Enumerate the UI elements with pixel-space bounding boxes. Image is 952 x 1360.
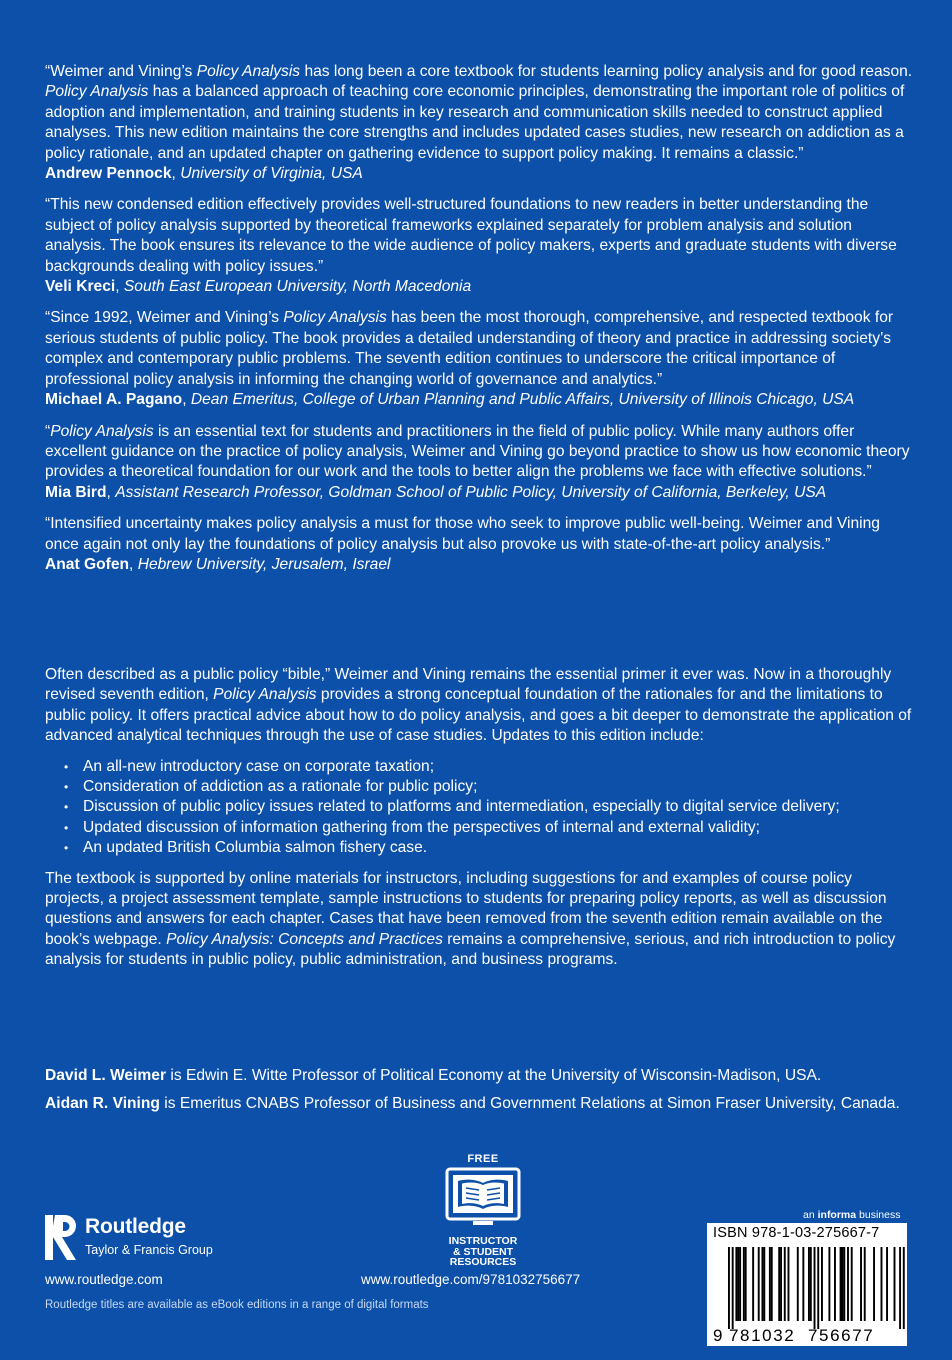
isbn-label: ISBN 978-1-03-275667-7 — [713, 1225, 880, 1241]
list-item: • An updated British Columbia salmon fishery case. — [45, 838, 915, 858]
barcode-bar — [817, 1247, 819, 1329]
barcode-bar — [840, 1247, 842, 1321]
ebook-note: Routledge titles are available as eBook editions in a range of digital formats — [45, 1299, 429, 1311]
list-item: • An all-new introductory case on corporate taxation; — [45, 757, 915, 777]
barcode-bar — [886, 1247, 888, 1321]
quote-text: “Weimer and Vining’s Policy Analysis has long been a core textbook for students learning policy analysis and for good reason. Policy Analysis has a balanced approach of teaching core economic principles, demonstrating the important role of politics of adoption and implementation, and training students in key research and communication skills needed to construct applied analyses. This new edition maintains the core strengths and includes updated cases studies, new research on addiction as a policy rationale, and an updated chapter on gathering evidence to support policy making. It remains a classic.” — [45, 63, 913, 162]
barcode-bar — [780, 1247, 782, 1321]
list-item: • Consideration of addiction as a rationale for public policy; — [45, 777, 915, 797]
routledge-r-icon — [45, 1213, 79, 1263]
badge-caption: INSTRUCTOR & STUDENT RESOURCES — [448, 1235, 518, 1268]
bullet-icon: • — [64, 800, 69, 815]
barcode-bar — [797, 1247, 799, 1321]
barcode-bar — [899, 1247, 901, 1329]
barcode-bars — [728, 1247, 905, 1329]
endorsement — [45, 422, 915, 504]
bullet-icon: • — [64, 780, 69, 795]
quote-attribution: Veli Kreci, South East European University, North Macedonia — [45, 278, 472, 296]
barcode-bar — [841, 1247, 843, 1321]
book-description — [45, 665, 915, 981]
barcode-bar — [735, 1247, 737, 1321]
quote-text: “This new condensed edition effectively provides well-structured foundations to new readers in better understanding the subject of policy analysis supported by theoretical frameworks explained separately for problem analysis and solution analysis. The book ensures its relevance to the wide audience of policy makers, experts and graduate students with diverse backgrounds dealing with policy issues.” — [45, 196, 897, 275]
barcode-bar — [894, 1247, 896, 1321]
quote-attribution: Andrew Pennock, University of Virginia, USA — [45, 165, 363, 183]
barcode-bar — [873, 1247, 875, 1321]
barcode-digit-first: 9 — [713, 1326, 723, 1345]
barcode-bar — [802, 1247, 804, 1321]
barcode-bar — [778, 1247, 780, 1321]
barcode-bar — [881, 1247, 883, 1321]
barcode-bar — [843, 1247, 845, 1321]
barcode-digit-group2: 756677 — [808, 1326, 875, 1345]
quote-attribution: Anat Gofen, Hebrew University, Jerusalem, Israel — [45, 555, 391, 573]
barcode-bar — [821, 1247, 823, 1321]
bullet-icon: • — [64, 841, 69, 856]
barcode-bar — [761, 1247, 763, 1321]
endorsement — [45, 308, 915, 410]
description-paragraph: Often described as a public policy “bible,” Weimer and Vining remains the essential primer it ever was. Now in a thoroughly revised seventh edition, Policy Analysis provides a strong conceptual foundation of the rationales for and the limitations to public policy. It offers practical advice about how to do policy analysis, and goes a bit deeper to demonstrate the application of advanced analytical techniques through the use of case studies. Updates to this edition include: — [45, 666, 912, 745]
barcode-bar — [739, 1247, 741, 1321]
updates-list — [45, 757, 915, 859]
informa-tagline: an informa business — [803, 1209, 901, 1221]
publisher-name: Routledge — [85, 1215, 186, 1238]
bullet-icon: • — [64, 820, 69, 835]
barcode-bar — [834, 1247, 836, 1321]
isbn-barcode — [707, 1223, 907, 1346]
quote-text: “Policy Analysis is an essential text for students and practitioners in the field of public policy. While many authors offer excellent guidance on the practice of policy analysis, Weimer and Vining go beyond practice to show us how economic theory provides a theoretical foundation for our work and the tools to better align the problems we face with effective solutions.” — [45, 422, 910, 481]
barcode-bar — [737, 1247, 739, 1321]
endorsement — [45, 62, 915, 184]
barcode-bar — [851, 1247, 853, 1321]
barcode-bar — [860, 1247, 862, 1321]
barcode-bar — [847, 1247, 849, 1321]
barcode-bar — [864, 1247, 866, 1321]
badge-title: FREE — [467, 1153, 499, 1165]
barcode-bar — [732, 1247, 734, 1329]
barcode-bar — [788, 1247, 790, 1321]
free-resources-badge — [441, 1153, 525, 1273]
author-bio: Aidan R. Vining is Emeritus CNABS Professor of Business and Government Relations at Simon Fraser University, Canada. — [45, 1095, 900, 1113]
barcode-bar — [808, 1247, 810, 1321]
routledge-logo — [45, 1213, 245, 1263]
barcode-bar — [745, 1247, 747, 1321]
barcode-bar — [758, 1247, 760, 1321]
endorsement — [45, 514, 915, 575]
barcode-bar — [810, 1247, 812, 1321]
publisher-url[interactable]: www.routledge.com — [45, 1272, 163, 1287]
author-bio: David L. Weimer is Edwin E. Witte Professor of Political Economy at the University of Wisconsin-Madison, USA. — [45, 1067, 822, 1084]
barcode-bar — [771, 1247, 773, 1321]
author-bios — [45, 1066, 915, 1123]
list-item: • Updated discussion of information gathering from the perspectives of internal and external validity; — [45, 818, 915, 838]
endorsement — [45, 195, 915, 297]
quote-attribution: Michael A. Pagano, Dean Emeritus, College of Urban Planning and Public Affairs, University of Illinois Chicago, USA — [45, 391, 855, 409]
quote-text: “Intensified uncertainty makes policy analysis a must for those who seek to improve public well-being. Weimer and Vining once again not only lay the foundations of policy analysis but also provoke us with state-of-the-art policy analysis.” — [45, 515, 880, 553]
barcode-digit-group1: 781032 — [729, 1326, 796, 1345]
barcode-bar — [728, 1247, 730, 1329]
resources-url[interactable]: www.routledge.com/9781032756677 — [361, 1272, 581, 1287]
quote-text: “Since 1992, Weimer and Vining’s Policy Analysis has been the most thorough, comprehensive, and respected textbook for serious students of public policy. The book provides a detailed understanding of theory and practice in addressing society’s complex and contemporary public problems. The seventh edition continues to underscore the critical importance of professional policy analysis in informing the changing world of governance and analytics.” — [45, 309, 894, 388]
list-item: • Discussion of public policy issues related to platforms and intermediation, especially to digital service delivery; — [45, 797, 915, 817]
barcode-bar — [828, 1247, 830, 1321]
barcode-bar — [903, 1247, 905, 1329]
barcode-bar — [763, 1247, 765, 1321]
barcode-bar — [769, 1247, 771, 1321]
barcode-bar — [814, 1247, 816, 1329]
barcode-bar — [784, 1247, 786, 1321]
book-screen-icon — [441, 1165, 525, 1229]
barcode-graphic — [707, 1223, 907, 1346]
bullet-icon: • — [64, 759, 69, 774]
quote-attribution: Mia Bird, Assistant Research Professor, Goldman School of Public Policy, University of California, Berkeley, USA — [45, 483, 827, 501]
barcode-bar — [743, 1247, 745, 1321]
endorsements — [45, 62, 915, 586]
publisher-group: Taylor & Francis Group — [85, 1243, 213, 1257]
description-paragraph: The textbook is supported by online materials for instructors, including suggestions for and examples of course policy projects, a project assessment template, sample instructions to students for preparing policy reports, as well as discussion questions and answers for each chapter. Cases that have been removed from the seventh edition remain available on the book’s webpage. Policy Analysis: Concepts and Practices remains a comprehensive, serious, and rich introduction to policy analysis for students in public policy, public administration, and business programs. — [45, 869, 896, 969]
barcode-bar — [752, 1247, 754, 1321]
